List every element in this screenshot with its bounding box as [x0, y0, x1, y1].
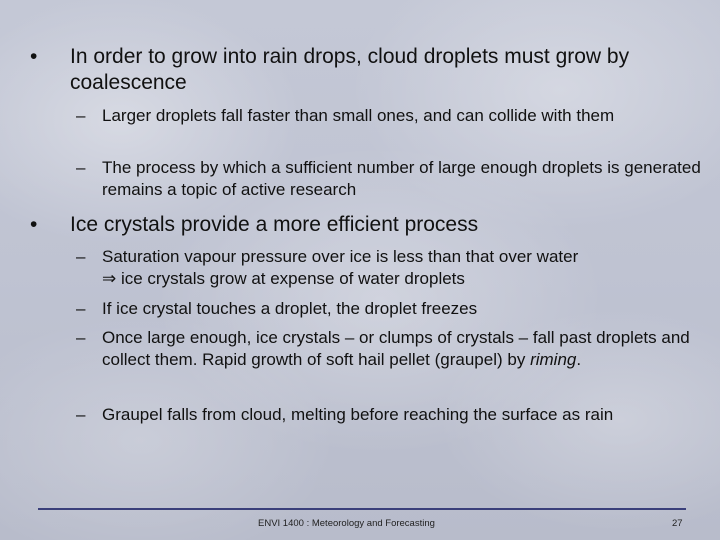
sub-bullet-text: Larger droplets fall faster than small ones, and can collide with them — [102, 106, 615, 125]
dash-marker: – — [76, 158, 86, 177]
bullet-marker: • — [30, 213, 38, 236]
sub-bullet-line: Saturation vapour pressure over ice is less than that over water — [102, 247, 579, 266]
dash-marker: – — [76, 247, 86, 266]
dash-marker: – — [76, 405, 86, 424]
bullet-text: Ice crystals provide a more efficient process — [70, 213, 479, 236]
bullet-marker: • — [30, 45, 38, 68]
sub-bullet-text: Graupel falls from cloud, melting before reaching the surface as rain — [102, 405, 614, 424]
page-number: 27 — [672, 518, 683, 529]
sub-bullet-text — [102, 327, 702, 371]
sub-bullet-text: If ice crystal touches a droplet, the droplet freezes — [102, 299, 478, 318]
period: . — [576, 350, 582, 369]
footer-divider — [38, 508, 686, 510]
sub-bullet-line: Once large enough, ice crystals – or clumps of crystals – fall past droplets and collect them. Rapid growth of soft hail pellet (graupel) by — [102, 328, 690, 369]
bullet-text: In order to grow into rain drops, cloud droplets must grow by coalescence — [70, 45, 630, 94]
dash-marker: – — [76, 328, 86, 347]
dash-marker: – — [76, 106, 86, 125]
sub-bullet-text — [102, 246, 702, 290]
dash-marker: – — [76, 299, 86, 318]
riming-term: riming — [530, 350, 577, 369]
footer-course-title: ENVI 1400 : Meteorology and Forecasting — [258, 518, 435, 529]
sub-bullet-text: The process by which a sufficient number of large enough droplets is generated remains a topic of active research — [102, 158, 701, 199]
implies-line: ⇒ ice crystals grow at expense of water droplets — [102, 269, 465, 288]
